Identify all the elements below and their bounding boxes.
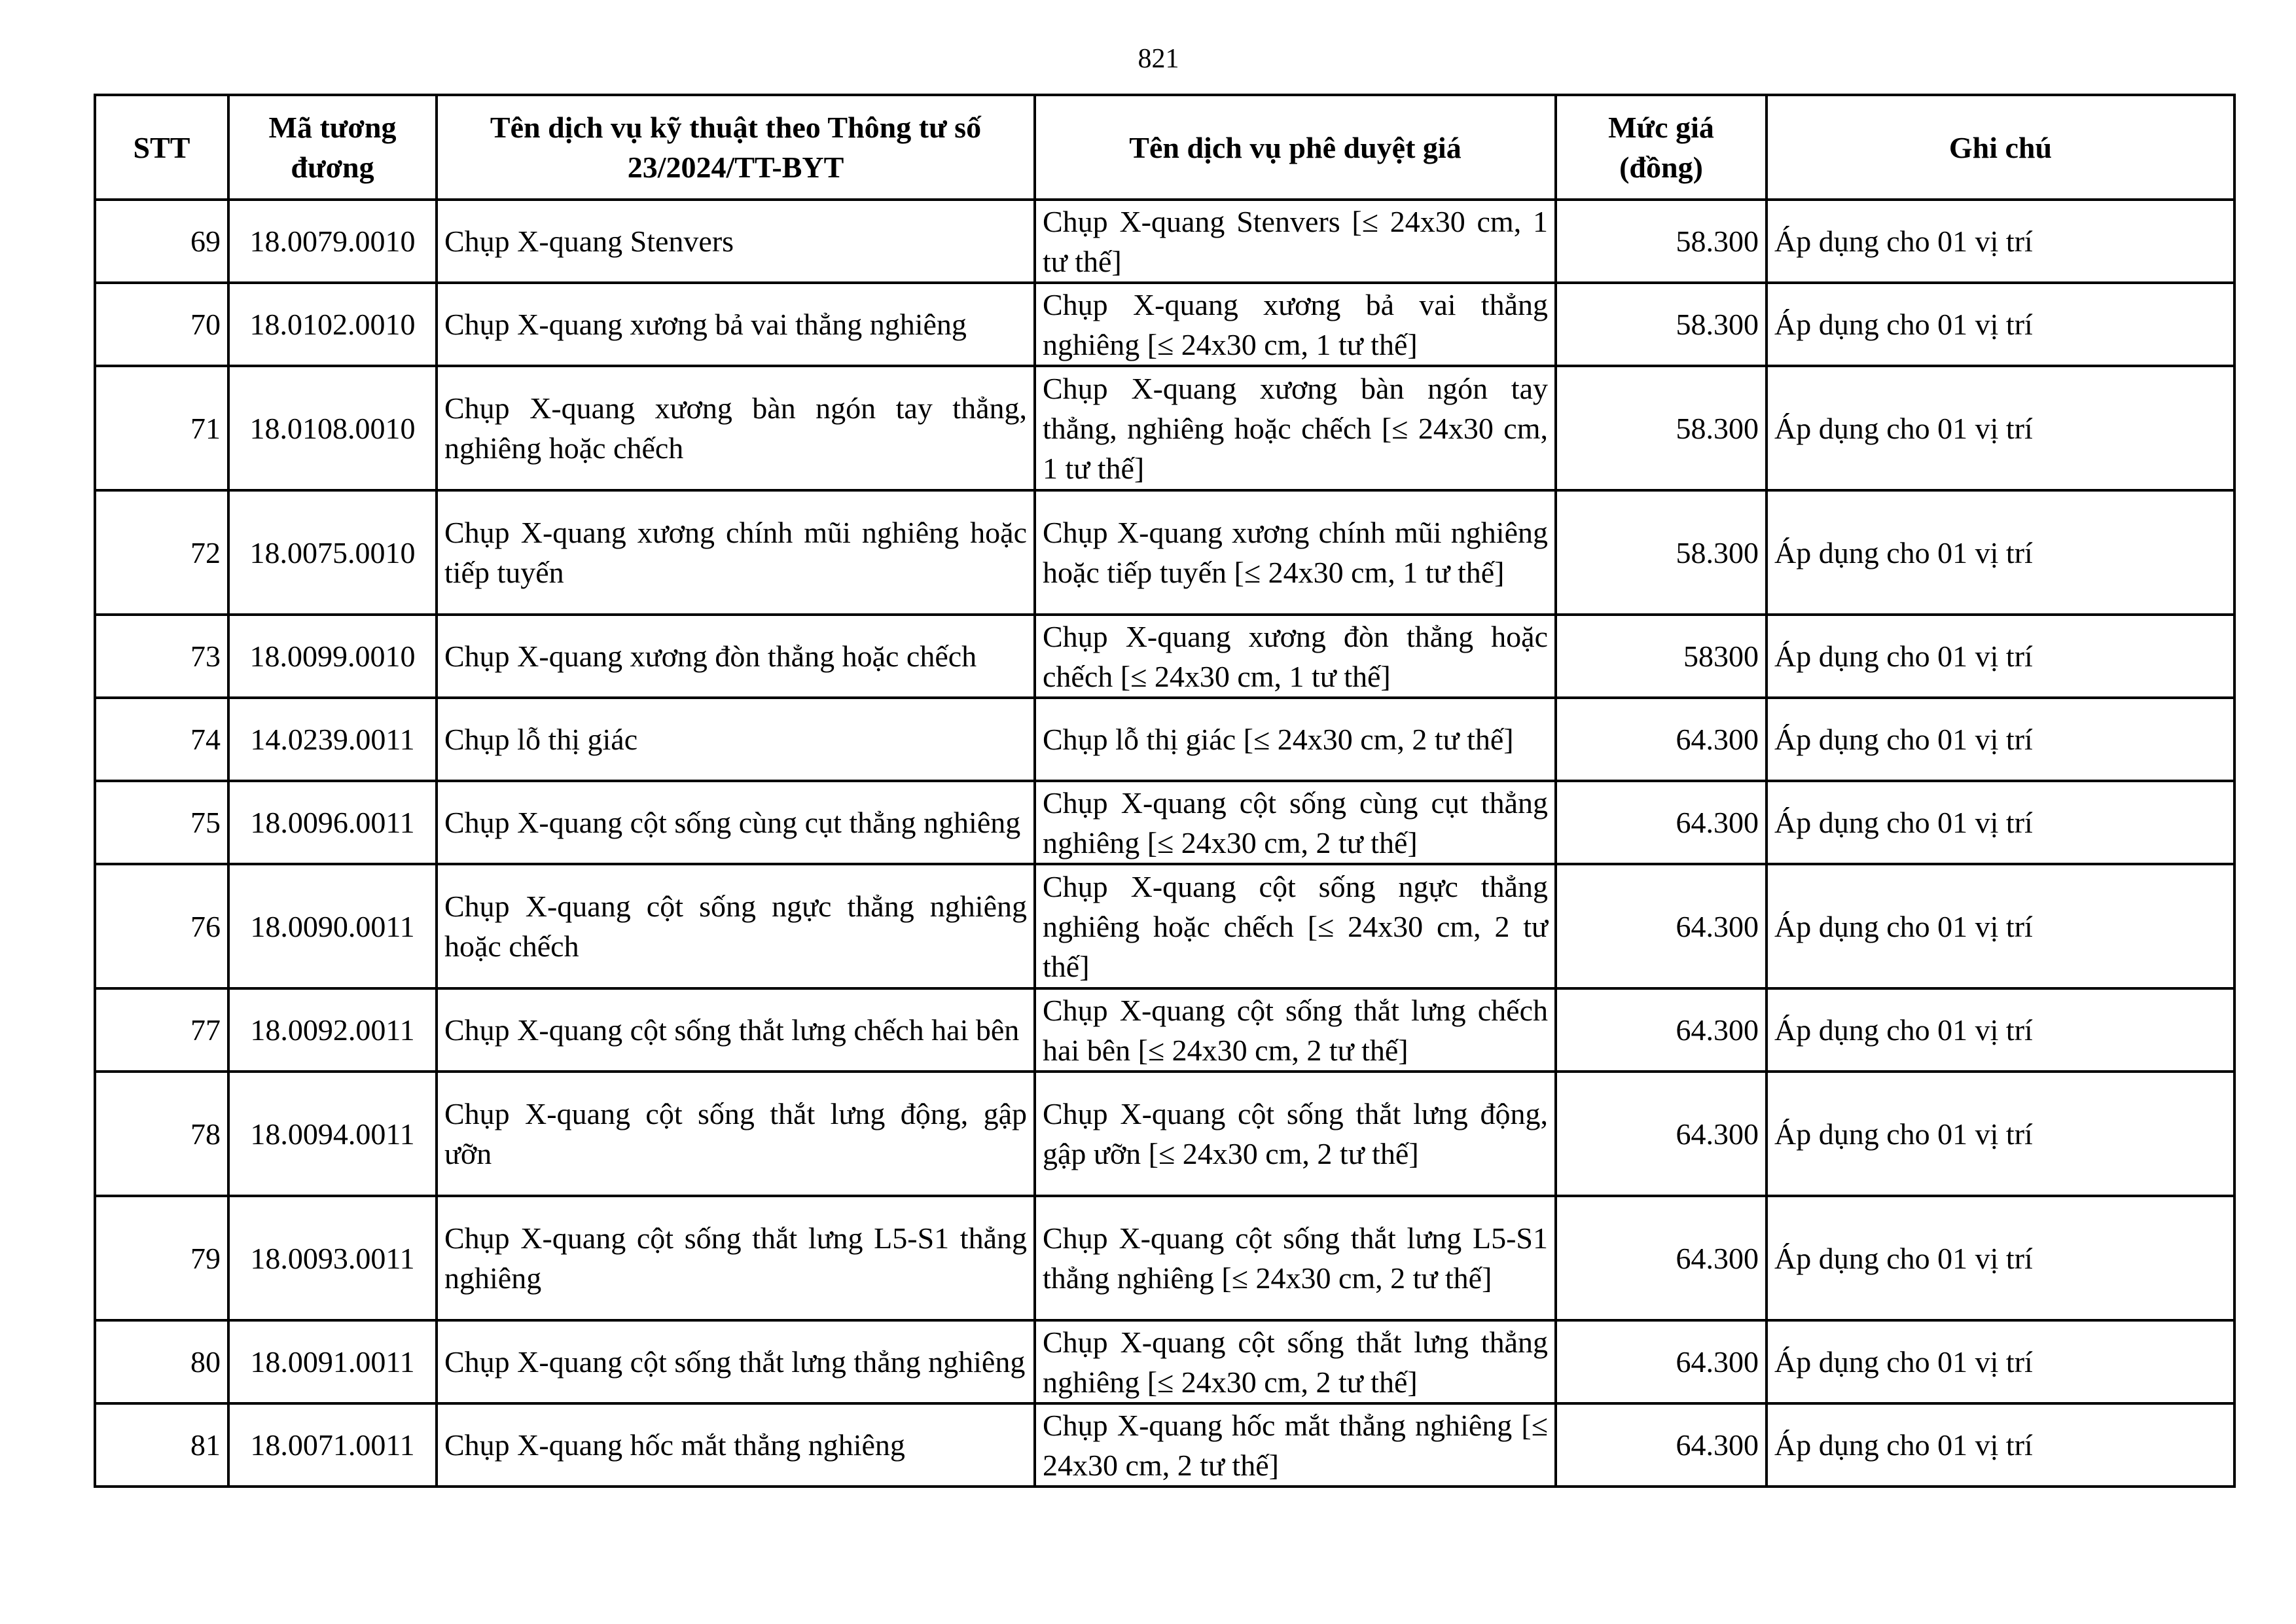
row-price: 64.300 — [1556, 1196, 1767, 1320]
row-price: 64.300 — [1556, 781, 1767, 864]
header-code: Mã tương đương — [228, 95, 437, 200]
row-price: 58.300 — [1556, 490, 1767, 615]
row-stt: 81 — [95, 1403, 228, 1487]
row-tech-name: Chụp X-quang xương chính mũi nghiêng hoặc tiếp tuyến — [437, 490, 1035, 615]
row-tech-name: Chụp X-quang Stenvers — [437, 200, 1035, 283]
row-approved-name: Chụp X-quang xương bàn ngón tay thẳng, nghiêng hoặc chếch [≤ 24x30 cm, 1 tư thế] — [1035, 366, 1556, 490]
table-header-row — [95, 95, 2234, 200]
row-approved-name: Chụp X-quang cột sống ngực thẳng nghiêng hoặc chếch [≤ 24x30 cm, 2 tư thế] — [1035, 864, 1556, 988]
row-stt: 75 — [95, 781, 228, 864]
table-row — [95, 1196, 2234, 1320]
row-code: 18.0090.0011 — [228, 864, 437, 988]
row-approved-name: Chụp X-quang hốc mắt thẳng nghiêng [≤ 24x30 cm, 2 tư thế] — [1035, 1403, 1556, 1487]
row-stt: 79 — [95, 1196, 228, 1320]
row-approved-name: Chụp X-quang xương bả vai thẳng nghiêng [≤ 24x30 cm, 1 tư thế] — [1035, 283, 1556, 366]
row-code: 18.0093.0011 — [228, 1196, 437, 1320]
row-price: 64.300 — [1556, 988, 1767, 1072]
row-approved-name: Chụp X-quang xương chính mũi nghiêng hoặc tiếp tuyến [≤ 24x30 cm, 1 tư thế] — [1035, 490, 1556, 615]
row-price: 58.300 — [1556, 366, 1767, 490]
row-price: 58.300 — [1556, 283, 1767, 366]
row-code: 18.0096.0011 — [228, 781, 437, 864]
row-stt: 71 — [95, 366, 228, 490]
table-row — [95, 200, 2234, 283]
row-price: 58.300 — [1556, 200, 1767, 283]
row-note: Áp dụng cho 01 vị trí — [1767, 781, 2234, 864]
row-note: Áp dụng cho 01 vị trí — [1767, 988, 2234, 1072]
header-approved-name: Tên dịch vụ phê duyệt giá — [1035, 95, 1556, 200]
row-price: 64.300 — [1556, 1403, 1767, 1487]
row-note: Áp dụng cho 01 vị trí — [1767, 200, 2234, 283]
row-tech-name: Chụp X-quang cột sống ngực thẳng nghiêng hoặc chếch — [437, 864, 1035, 988]
row-tech-name: Chụp X-quang xương bàn ngón tay thẳng, nghiêng hoặc chếch — [437, 366, 1035, 490]
row-stt: 80 — [95, 1320, 228, 1403]
row-note: Áp dụng cho 01 vị trí — [1767, 864, 2234, 988]
table-row — [95, 615, 2234, 698]
row-code: 18.0091.0011 — [228, 1320, 437, 1403]
row-tech-name: Chụp X-quang cột sống thắt lưng động, gập ưỡn — [437, 1072, 1035, 1196]
row-stt: 73 — [95, 615, 228, 698]
row-stt: 76 — [95, 864, 228, 988]
row-tech-name: Chụp X-quang xương đòn thẳng hoặc chếch — [437, 615, 1035, 698]
row-price: 64.300 — [1556, 1072, 1767, 1196]
header-stt: STT — [95, 95, 228, 200]
table-row — [95, 490, 2234, 615]
row-stt: 69 — [95, 200, 228, 283]
row-approved-name: Chụp X-quang cột sống thắt lưng L5-S1 thẳng nghiêng [≤ 24x30 cm, 2 tư thế] — [1035, 1196, 1556, 1320]
row-approved-name: Chụp X-quang cột sống cùng cụt thẳng nghiêng [≤ 24x30 cm, 2 tư thế] — [1035, 781, 1556, 864]
row-approved-name: Chụp X-quang Stenvers [≤ 24x30 cm, 1 tư thế] — [1035, 200, 1556, 283]
row-note: Áp dụng cho 01 vị trí — [1767, 1072, 2234, 1196]
row-stt: 77 — [95, 988, 228, 1072]
row-code: 18.0092.0011 — [228, 988, 437, 1072]
row-approved-name: Chụp X-quang cột sống thắt lưng chếch hai bên [≤ 24x30 cm, 2 tư thế] — [1035, 988, 1556, 1072]
row-tech-name: Chụp lỗ thị giác — [437, 698, 1035, 781]
row-code: 18.0075.0010 — [228, 490, 437, 615]
row-code: 18.0071.0011 — [228, 1403, 437, 1487]
row-approved-name: Chụp X-quang cột sống thắt lưng thẳng nghiêng [≤ 24x30 cm, 2 tư thế] — [1035, 1320, 1556, 1403]
row-tech-name: Chụp X-quang hốc mắt thẳng nghiêng — [437, 1403, 1035, 1487]
row-code: 18.0079.0010 — [228, 200, 437, 283]
row-note: Áp dụng cho 01 vị trí — [1767, 1403, 2234, 1487]
row-code: 18.0099.0010 — [228, 615, 437, 698]
row-approved-name: Chụp X-quang cột sống thắt lưng động, gập ưỡn [≤ 24x30 cm, 2 tư thế] — [1035, 1072, 1556, 1196]
table-row — [95, 864, 2234, 988]
header-note: Ghi chú — [1767, 95, 2234, 200]
row-code: 14.0239.0011 — [228, 698, 437, 781]
header-price: Mức giá (đồng) — [1556, 95, 1767, 200]
row-code: 18.0108.0010 — [228, 366, 437, 490]
table-row — [95, 1072, 2234, 1196]
row-note: Áp dụng cho 01 vị trí — [1767, 615, 2234, 698]
row-code: 18.0094.0011 — [228, 1072, 437, 1196]
row-note: Áp dụng cho 01 vị trí — [1767, 366, 2234, 490]
table-row — [95, 1403, 2234, 1487]
row-code: 18.0102.0010 — [228, 283, 437, 366]
row-stt: 78 — [95, 1072, 228, 1196]
table-row — [95, 1320, 2234, 1403]
page-number: 821 — [1138, 44, 1179, 74]
row-price: 64.300 — [1556, 698, 1767, 781]
row-stt: 72 — [95, 490, 228, 615]
header-tech-name: Tên dịch vụ kỹ thuật theo Thông tư số 23/2024/TT-BYT — [437, 95, 1035, 200]
row-approved-name: Chụp X-quang xương đòn thẳng hoặc chếch [≤ 24x30 cm, 1 tư thế] — [1035, 615, 1556, 698]
table-row — [95, 988, 2234, 1072]
row-price: 64.300 — [1556, 864, 1767, 988]
row-stt: 74 — [95, 698, 228, 781]
row-tech-name: Chụp X-quang cột sống thắt lưng chếch hai bên — [437, 988, 1035, 1072]
row-tech-name: Chụp X-quang cột sống thắt lưng thẳng nghiêng — [437, 1320, 1035, 1403]
table-row — [95, 781, 2234, 864]
table-row — [95, 698, 2234, 781]
row-note: Áp dụng cho 01 vị trí — [1767, 1320, 2234, 1403]
table-row — [95, 283, 2234, 366]
row-approved-name: Chụp lỗ thị giác [≤ 24x30 cm, 2 tư thế] — [1035, 698, 1556, 781]
row-price: 64.300 — [1556, 1320, 1767, 1403]
row-note: Áp dụng cho 01 vị trí — [1767, 283, 2234, 366]
table-row — [95, 366, 2234, 490]
row-tech-name: Chụp X-quang cột sống thắt lưng L5-S1 thẳng nghiêng — [437, 1196, 1035, 1320]
row-note: Áp dụng cho 01 vị trí — [1767, 698, 2234, 781]
price-table — [94, 94, 2236, 1488]
row-tech-name: Chụp X-quang xương bả vai thẳng nghiêng — [437, 283, 1035, 366]
row-note: Áp dụng cho 01 vị trí — [1767, 490, 2234, 615]
row-tech-name: Chụp X-quang cột sống cùng cụt thẳng nghiêng — [437, 781, 1035, 864]
row-price: 58300 — [1556, 615, 1767, 698]
row-note: Áp dụng cho 01 vị trí — [1767, 1196, 2234, 1320]
row-stt: 70 — [95, 283, 228, 366]
